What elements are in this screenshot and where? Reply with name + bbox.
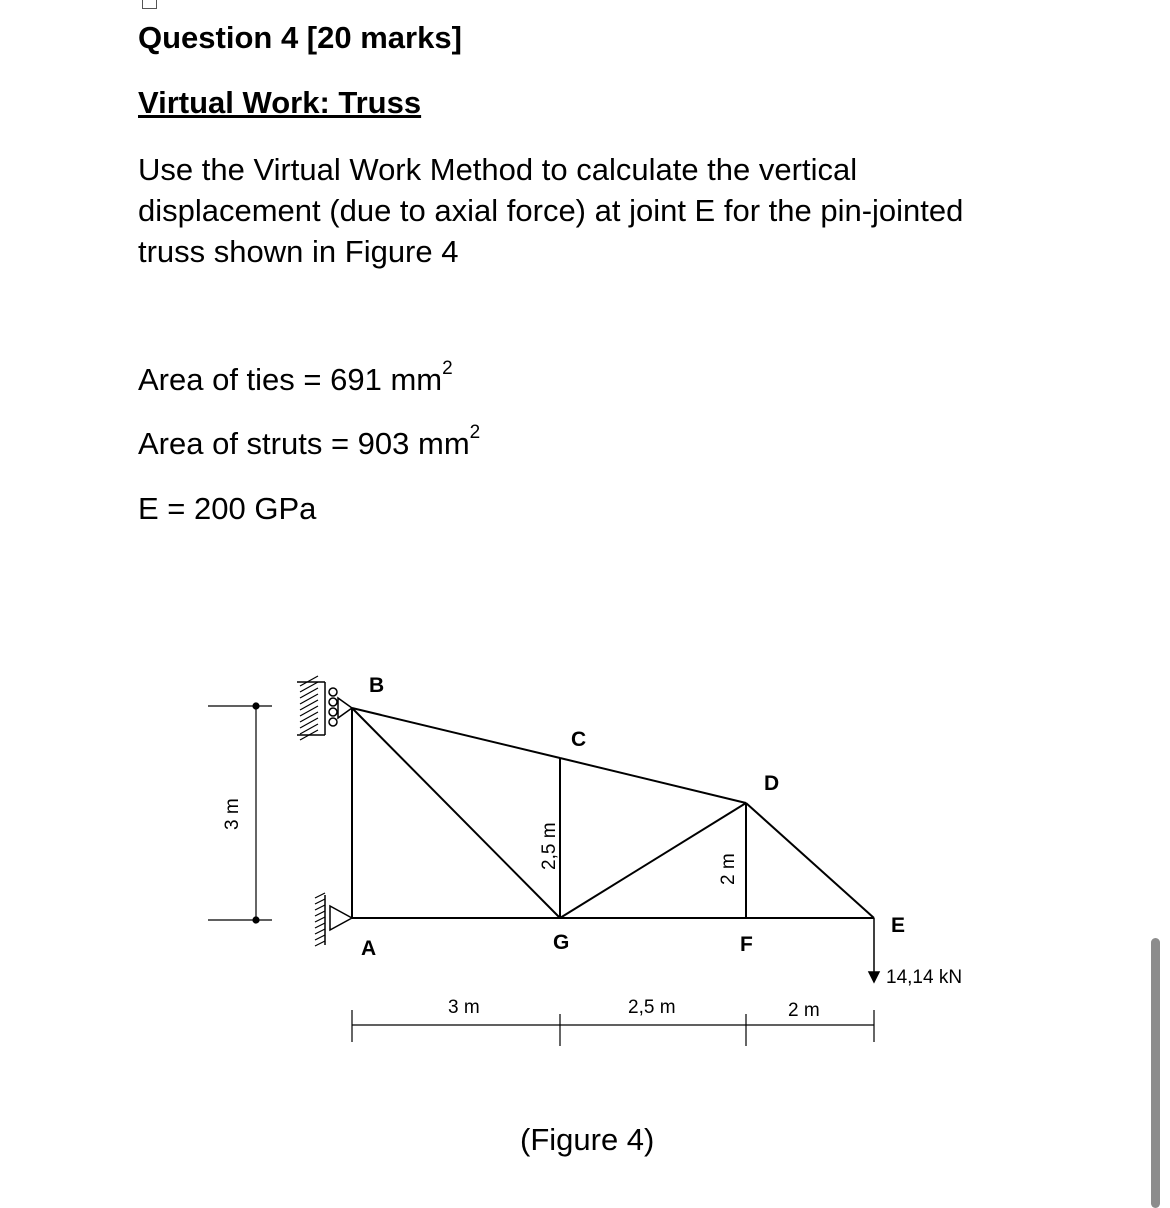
node-label-A: A [361, 937, 377, 960]
dim-height-left: 3 m [222, 798, 243, 830]
load-label: 14,14 kN [886, 967, 963, 988]
member-BC [352, 708, 560, 758]
question-title: Question 4 [20 marks] [138, 20, 462, 55]
area-struts: Area of struts = 903 $mm^2$ [138, 422, 481, 461]
member-BG [352, 708, 560, 918]
dim-span-AG: 3 m [448, 997, 480, 1018]
area-ties: Area of ties = 691 $mm^2$ [138, 358, 453, 397]
dim-height-CG: 2,5 m [539, 822, 560, 870]
modulus: E = 200 GPa [138, 491, 317, 526]
dim-span-FE: 2 m [788, 1000, 820, 1021]
member-DE [746, 803, 874, 918]
load-arrow-icon [869, 918, 879, 982]
scrollbar[interactable] [1151, 938, 1160, 1208]
node-label-E: E [891, 914, 906, 937]
roller-support-icon [297, 676, 352, 740]
node-label-D: D [764, 772, 780, 795]
dim-span-GF: 2,5 m [628, 997, 676, 1018]
member-CD [560, 758, 746, 803]
node-label-C: C [571, 728, 587, 751]
instruction-text: Use the Virtual Work Method to calculate the vertical displacement (due to axial force) at joint E for the pin-jointed truss shown in Figure 4 [138, 152, 964, 269]
node-label-F: F [740, 933, 753, 956]
node-label-G: G [553, 931, 570, 954]
pin-support-icon [315, 893, 352, 946]
figure-caption: (Figure 4) [520, 1122, 655, 1157]
question-subtitle: Virtual Work: Truss [138, 85, 422, 120]
dim-height-DF: 2 m [718, 853, 739, 885]
node-label-B: B [369, 674, 385, 697]
